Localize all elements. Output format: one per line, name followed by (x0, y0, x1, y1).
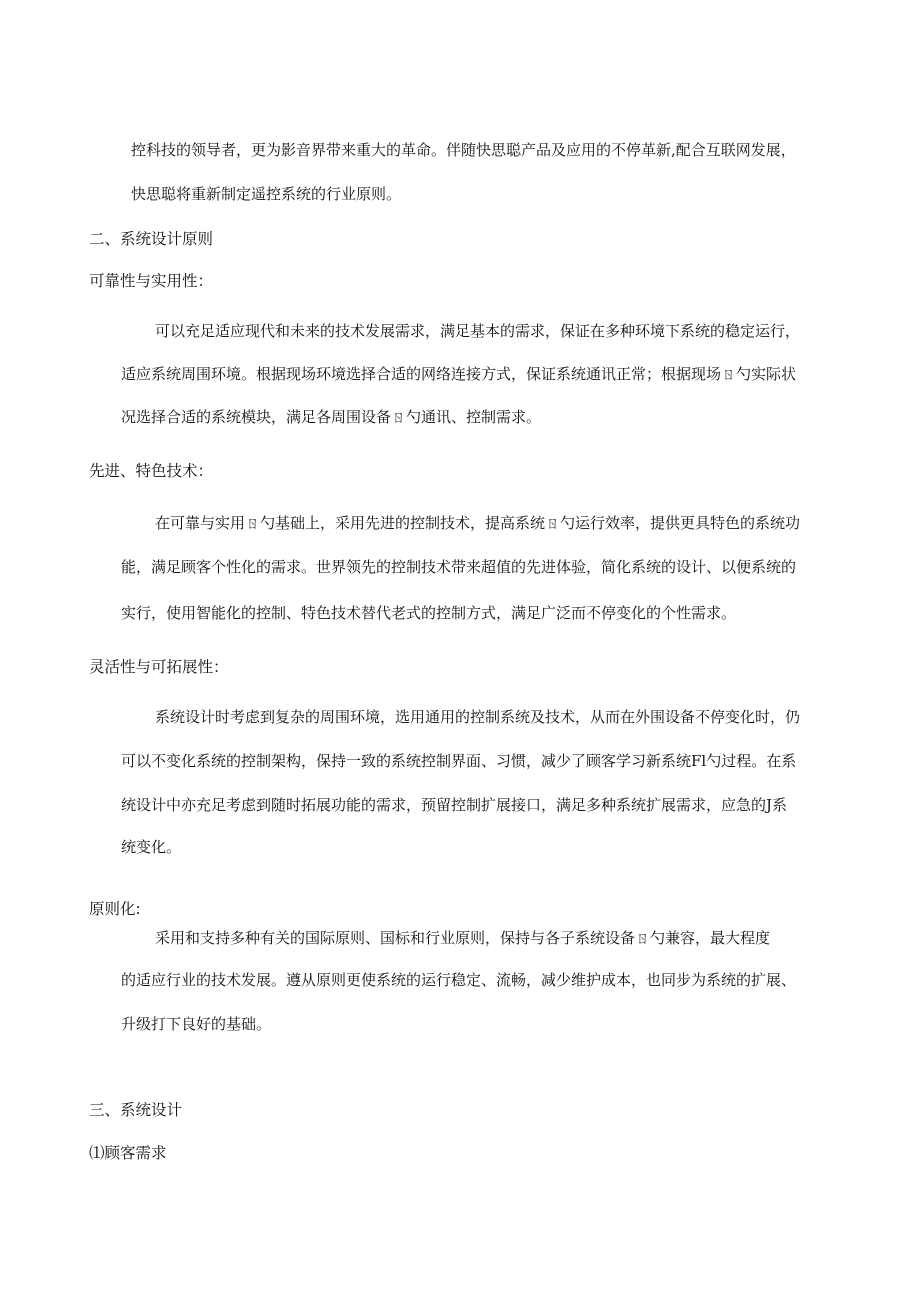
intro-line-2: 快思聪将重新制定遥控系统的行业原则。 (131, 185, 402, 203)
reliability-line-3: 况选择合适的系统模块，满足各周围设备ㄖ勺通讯、控制需求。 (121, 408, 542, 426)
advanced-line-3: 实行，使用智能化的控制、特色技术替代老式的控制方式，满足广泛而不停变化的个性需求。 (121, 604, 737, 622)
standard-line-1: 采用和支持多种有关的国际原则、国标和行业原则，保持与各子系统设备ㄖ勺兼容，最大程度 (155, 929, 771, 947)
reliability-line-2: 适应系统周围环境。根据现场环境选择合适的网络连接方式，保证系统通讯正常；根据现场ㄖ勺实际状 (121, 365, 797, 383)
standard-line-3: 升级打下良好的基础。 (121, 1015, 272, 1033)
section-3-title: 三、系统设计 (89, 1101, 183, 1119)
reliability-line-1: 可以充足适应现代和未来的技术发展需求，满足基本的需求，保证在多种环境下系统的稳定运行， (155, 322, 801, 340)
section-3-sub-1: ⑴顾客需求 (89, 1144, 167, 1162)
flexibility-line-2: 可以不变化系统的控制架构，保持一致的系统控制界面、习惯，减少了顾客学习新系统Fl勺过程。在系 (121, 752, 797, 770)
flexibility-heading: 灵活性与可拓展性： (89, 658, 229, 676)
flexibility-line-1: 系统设计时考虑到复杂的周围环境，选用通用的控制系统及技术，从而在外围设备不停变化时，仍 (155, 708, 801, 726)
flexibility-line-3: 统设计中亦充足考虑到随时拓展功能的需求，预留控制扩展接口，满足多种系统扩展需求，应急的J系 (121, 796, 788, 814)
standard-heading: 原则化: (89, 900, 141, 918)
standard-line-2: 的适应行业的技术发展。遵从原则更使系统的运行稳定、流畅，减少维护成本，也同步为系统的扩展、 (121, 971, 797, 989)
section-2-title: 二、系统设计原则 (89, 230, 214, 248)
advanced-line-1: 在可靠与实用ㄖ勺基础上，采用先进的控制技术，提高系统ㄖ勺运行效率，提供更具特色的系统功 (155, 514, 801, 532)
reliability-heading: 可靠性与实用性： (89, 272, 214, 290)
advanced-line-2: 能，满足顾客个性化的需求。世界领先的控制技术带来超值的先进体验，简化系统的设计、以便系统的 (121, 558, 797, 576)
flexibility-line-4: 统变化。 (121, 838, 182, 856)
advanced-heading: 先进、特色技术： (89, 462, 214, 480)
intro-line-1: 控科技的领导者，更为影音界带来重大的革命。伴随快思聪产品及应用的不停革新,配合互联网发展， (131, 141, 796, 159)
